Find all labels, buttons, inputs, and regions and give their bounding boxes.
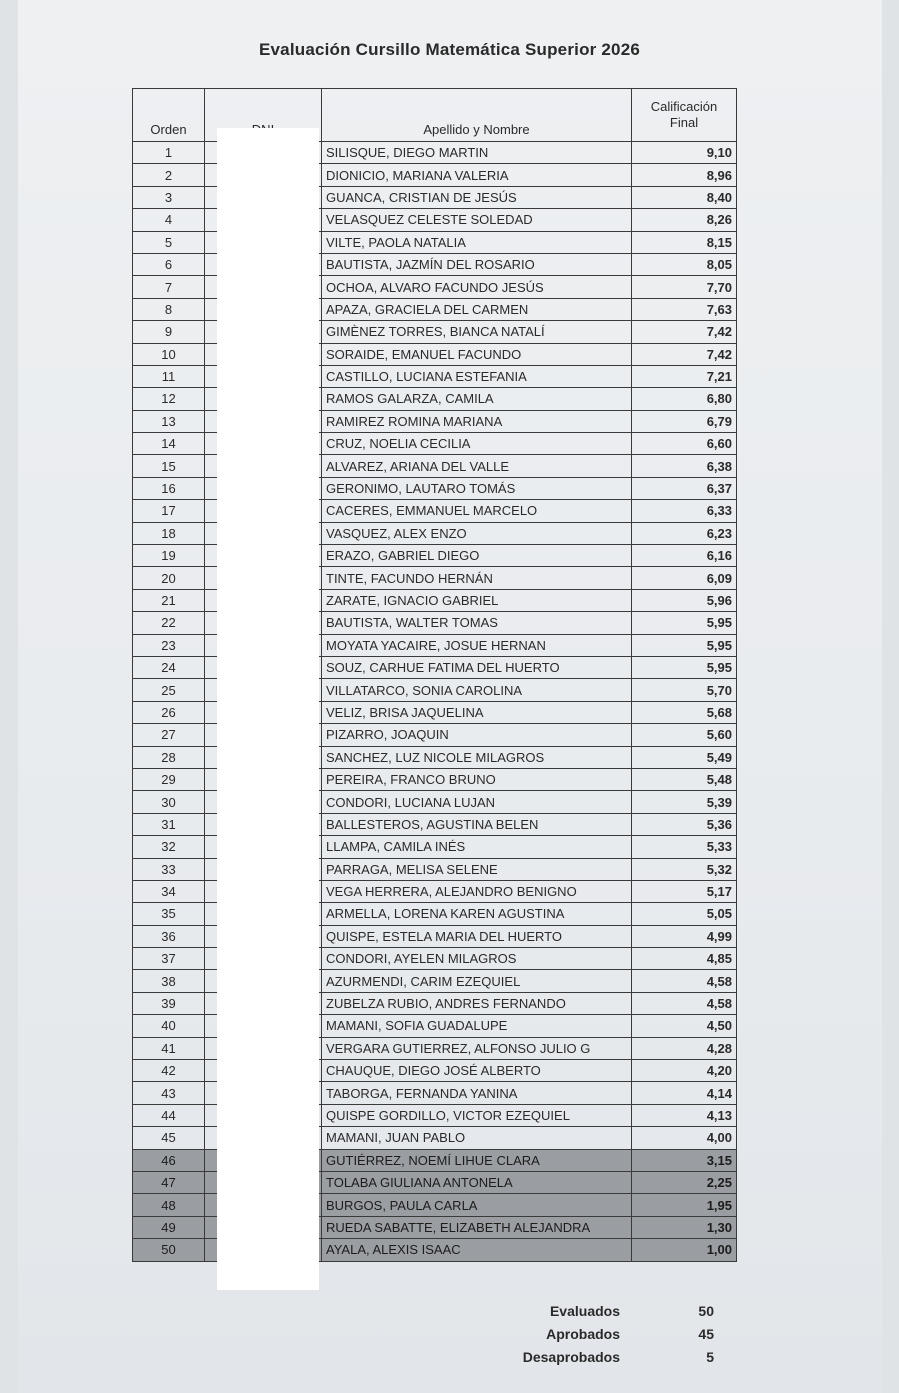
row-order: 48 [133,1194,205,1216]
row-name: TOLABA GIULIANA ANTONELA [322,1171,632,1193]
row-grade: 4,50 [632,1015,737,1037]
row-grade: 7,21 [632,365,737,387]
row-name: AYALA, ALEXIS ISAAC [322,1239,632,1261]
row-order: 32 [133,836,205,858]
row-name: ARMELLA, LORENA KAREN AGUSTINA [322,903,632,925]
row-order: 14 [133,433,205,455]
row-order: 5 [133,231,205,253]
row-grade: 5,95 [632,656,737,678]
row-name: VELASQUEZ CELESTE SOLEDAD [322,209,632,231]
row-grade: 1,00 [632,1239,737,1261]
summary-evaluated-label: Evaluados [549,1303,620,1319]
row-order: 34 [133,880,205,902]
row-grade: 5,17 [632,880,737,902]
row-name: VILTE, PAOLA NATALIA [322,231,632,253]
row-name: CASTILLO, LUCIANA ESTEFANIA [322,365,632,387]
row-order: 38 [133,970,205,992]
header-grade [632,89,737,142]
row-grade: 4,14 [632,1082,737,1104]
row-order: 39 [133,992,205,1014]
row-order: 21 [133,589,205,611]
row-name: SILISQUE, DIEGO MARTIN [322,142,632,164]
row-name: CONDORI, AYELEN MILAGROS [322,948,632,970]
row-grade: 6,09 [632,567,737,589]
row-name: OCHOA, ALVARO FACUNDO JESÚS [322,276,632,298]
row-grade: 5,60 [632,724,737,746]
row-order: 3 [133,186,205,208]
row-grade: 4,85 [632,948,737,970]
row-name: RUEDA SABATTE, ELIZABETH ALEJANDRA [322,1216,632,1238]
row-name: LLAMPA, CAMILA INÉS [322,836,632,858]
row-grade: 5,33 [632,836,737,858]
row-grade: 6,80 [632,388,737,410]
row-name: VELIZ, BRISA JAQUELINA [322,701,632,723]
row-name: GUTIÉRREZ, NOEMÍ LIHUE CLARA [322,1149,632,1171]
row-name: PEREIRA, FRANCO BRUNO [322,768,632,790]
row-name: CONDORI, LUCIANA LUJAN [322,791,632,813]
row-order: 25 [133,679,205,701]
row-order: 35 [133,903,205,925]
row-order: 26 [133,701,205,723]
row-grade: 5,36 [632,813,737,835]
row-order: 29 [133,768,205,790]
row-order: 24 [133,656,205,678]
row-grade: 1,95 [632,1194,737,1216]
row-order: 13 [133,410,205,432]
row-grade: 6,23 [632,522,737,544]
row-order: 50 [133,1239,205,1261]
row-name: SORAIDE, EMANUEL FACUNDO [322,343,632,365]
row-name: ZARATE, IGNACIO GABRIEL [322,589,632,611]
row-grade: 1,30 [632,1216,737,1238]
summary-failed-value: 5 [706,1349,714,1365]
row-name: MOYATA YACAIRE, JOSUE HERNAN [322,634,632,656]
row-order: 12 [133,388,205,410]
row-name: TABORGA, FERNANDA YANINA [322,1082,632,1104]
row-order: 44 [133,1104,205,1126]
row-name: MAMANI, SOFIA GUADALUPE [322,1015,632,1037]
row-name: ALVAREZ, ARIANA DEL VALLE [322,455,632,477]
row-order: 30 [133,791,205,813]
row-order: 4 [133,209,205,231]
row-name: SOUZ, CARHUE FATIMA DEL HUERTO [322,656,632,678]
row-order: 11 [133,365,205,387]
row-grade: 5,95 [632,634,737,656]
row-name: VERGARA GUTIERREZ, ALFONSO JULIO G [322,1037,632,1059]
header-name: Apellido y Nombre [322,89,632,142]
document-title: Evaluación Cursillo Matemática Superior 2026 [258,40,641,59]
row-grade: 5,95 [632,612,737,634]
row-name: RAMOS GALARZA, CAMILA [322,388,632,410]
row-name: AZURMENDI, CARIM EZEQUIEL [322,970,632,992]
row-grade: 8,40 [632,186,737,208]
row-order: 15 [133,455,205,477]
summary-failed [480,1346,720,1369]
row-grade: 4,58 [632,970,737,992]
row-grade: 9,10 [632,142,737,164]
row-order: 20 [133,567,205,589]
row-grade: 4,99 [632,925,737,947]
row-name: QUISPE GORDILLO, VICTOR EZEQUIEL [322,1104,632,1126]
summary-evaluated [480,1300,720,1323]
row-grade: 7,70 [632,276,737,298]
row-order: 10 [133,343,205,365]
row-grade: 7,42 [632,343,737,365]
row-name: VILLATARCO, SONIA CAROLINA [322,679,632,701]
row-order: 23 [133,634,205,656]
row-name: GUANCA, CRISTIAN DE JESÚS [322,186,632,208]
header-order: Orden [133,89,205,142]
row-order: 42 [133,1060,205,1082]
row-order: 2 [133,164,205,186]
row-order: 22 [133,612,205,634]
row-order: 1 [133,142,205,164]
summary-passed-value: 45 [698,1326,714,1342]
summary-passed [480,1323,720,1346]
row-name: PIZARRO, JOAQUIN [322,724,632,746]
row-grade: 5,32 [632,858,737,880]
summary-block [480,1300,720,1369]
row-grade: 5,49 [632,746,737,768]
row-grade: 6,37 [632,477,737,499]
row-order: 17 [133,500,205,522]
row-grade: 6,16 [632,545,737,567]
row-grade: 4,28 [632,1037,737,1059]
row-grade: 4,13 [632,1104,737,1126]
row-grade: 5,39 [632,791,737,813]
summary-failed-label: Desaprobados [522,1349,620,1365]
summary-evaluated-value: 50 [698,1303,714,1319]
row-name: CRUZ, NOELIA CECILIA [322,433,632,455]
row-name: GERONIMO, LAUTARO TOMÁS [322,477,632,499]
row-grade: 5,70 [632,679,737,701]
row-order: 28 [133,746,205,768]
row-name: APAZA, GRACIELA DEL CARMEN [322,298,632,320]
row-order: 36 [133,925,205,947]
row-order: 40 [133,1015,205,1037]
row-grade: 5,05 [632,903,737,925]
row-name: PARRAGA, MELISA SELENE [322,858,632,880]
summary-passed-label: Aprobados [546,1326,620,1342]
row-order: 43 [133,1082,205,1104]
row-order: 8 [133,298,205,320]
row-grade: 6,33 [632,500,737,522]
row-order: 41 [133,1037,205,1059]
row-order: 31 [133,813,205,835]
row-order: 33 [133,858,205,880]
row-grade: 3,15 [632,1149,737,1171]
row-grade: 5,48 [632,768,737,790]
row-name: ERAZO, GABRIEL DIEGO [322,545,632,567]
row-order: 6 [133,253,205,275]
row-grade: 6,60 [632,433,737,455]
row-name: BAUTISTA, WALTER TOMAS [322,612,632,634]
row-name: SANCHEZ, LUZ NICOLE MILAGROS [322,746,632,768]
row-name: ZUBELZA RUBIO, ANDRES FERNANDO [322,992,632,1014]
row-name: VASQUEZ, ALEX ENZO [322,522,632,544]
row-grade: 4,00 [632,1127,737,1149]
row-grade: 6,38 [632,455,737,477]
row-grade: 8,26 [632,209,737,231]
row-grade: 7,42 [632,321,737,343]
row-order: 49 [133,1216,205,1238]
row-order: 37 [133,948,205,970]
row-order: 46 [133,1149,205,1171]
row-order: 7 [133,276,205,298]
row-grade: 8,05 [632,253,737,275]
row-grade: 4,20 [632,1060,737,1082]
row-order: 47 [133,1171,205,1193]
row-name: MAMANI, JUAN PABLO [322,1127,632,1149]
row-order: 19 [133,545,205,567]
row-name: CACERES, EMMANUEL MARCELO [322,500,632,522]
header-grade-line2: Final [669,115,699,130]
row-grade: 5,96 [632,589,737,611]
row-order: 16 [133,477,205,499]
row-order: 45 [133,1127,205,1149]
row-grade: 2,25 [632,1171,737,1193]
row-name: RAMIREZ ROMINA MARIANA [322,410,632,432]
row-name: DIONICIO, MARIANA VALERIA [322,164,632,186]
row-name: BURGOS, PAULA CARLA [322,1194,632,1216]
row-grade: 6,79 [632,410,737,432]
row-order: 18 [133,522,205,544]
row-order: 27 [133,724,205,746]
row-grade: 4,58 [632,992,737,1014]
row-name: BALLESTEROS, AGUSTINA BELEN [322,813,632,835]
row-grade: 5,68 [632,701,737,723]
row-name: CHAUQUE, DIEGO JOSÉ ALBERTO [322,1060,632,1082]
row-grade: 8,96 [632,164,737,186]
row-name: VEGA HERRERA, ALEJANDRO BENIGNO [322,880,632,902]
row-name: TINTE, FACUNDO HERNÁN [322,567,632,589]
row-grade: 8,15 [632,231,737,253]
header-grade-line1: Calificación [650,99,718,114]
dni-redaction-block [217,128,319,1290]
row-name: QUISPE, ESTELA MARIA DEL HUERTO [322,925,632,947]
row-grade: 7,63 [632,298,737,320]
row-name: GIMÈNEZ TORRES, BIANCA NATALÍ [322,321,632,343]
row-name: BAUTISTA, JAZMÍN DEL ROSARIO [322,253,632,275]
row-order: 9 [133,321,205,343]
